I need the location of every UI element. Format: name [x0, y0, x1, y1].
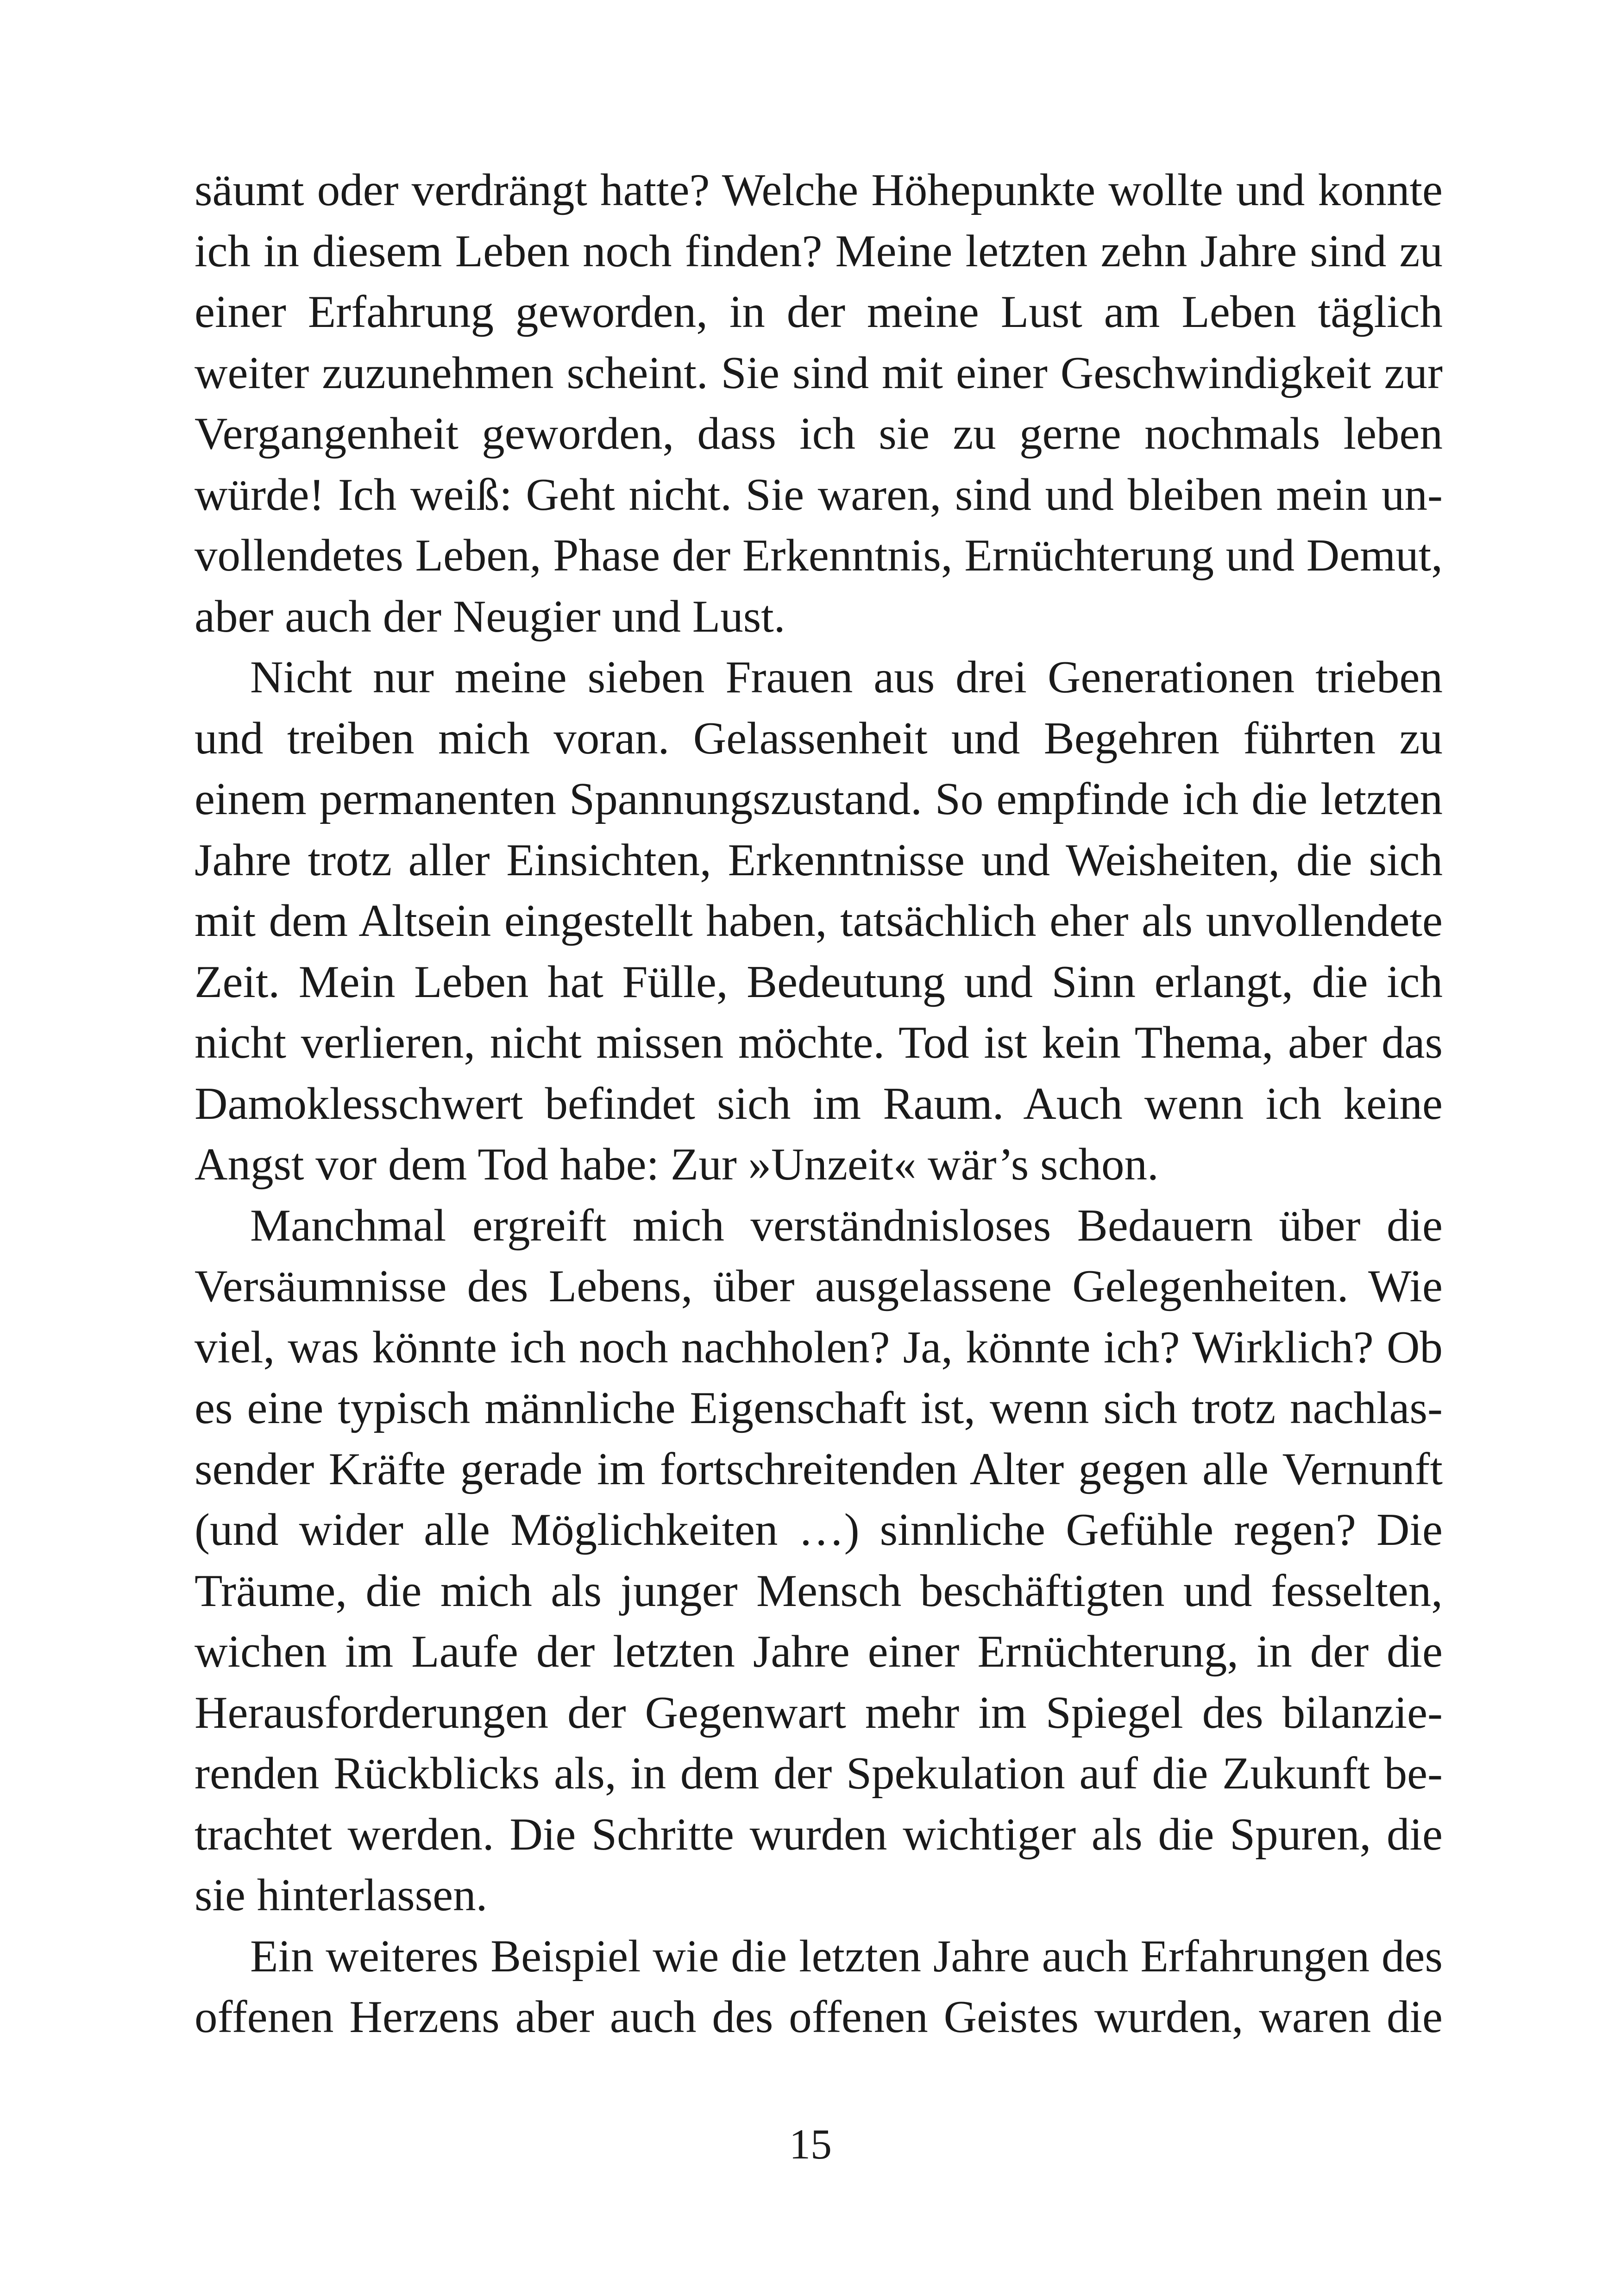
- text-line: säumt oder verdrängt hatte? Welche Höhepunkte wollte und konnte: [195, 165, 1443, 215]
- body-text: [195, 160, 1443, 2048]
- text-line: weiter zuzunehmen scheint. Sie sind mit einer Geschwindigkeit zur: [195, 347, 1443, 398]
- text-line: mit dem Altsein eingestellt haben, tatsächlich eher als unvollendete: [195, 896, 1443, 946]
- text-line: wichen im Laufe der letzten Jahre einer Ernüchterung, in der die: [195, 1626, 1443, 1677]
- text-line: sie hinterlassen.: [195, 1870, 488, 1920]
- paragraph-first-line: Manchmal ergreift mich verständnisloses Bedauern über die: [250, 1200, 1443, 1251]
- page-number: 15: [789, 2120, 832, 2168]
- text-line: würde! Ich weiß: Geht nicht. Sie waren, sind und bleiben mein un-: [195, 469, 1443, 520]
- text-line: viel, was könnte ich noch nachholen? Ja, könnte ich? Wirklich? Ob: [195, 1322, 1443, 1373]
- text-line: einem permanenten Spannungszustand. So empfinde ich die letzten: [195, 774, 1443, 824]
- text-line: nicht verlieren, nicht missen möchte. Tod ist kein Thema, aber das: [195, 1017, 1443, 1068]
- text-line: einer Erfahrung geworden, in der meine Lust am Leben täglich: [195, 287, 1443, 337]
- text-line: Träume, die mich als junger Mensch beschäftigten und fesselten,: [195, 1565, 1443, 1616]
- text-line: offenen Herzens aber auch des offenen Geistes wurden, waren die: [195, 1992, 1443, 2042]
- text-line: Herausforderungen der Gegenwart mehr im Spiegel des bilanzie-: [195, 1687, 1443, 1738]
- text-line: renden Rückblicks als, in dem der Spekulation auf die Zukunft be-: [195, 1748, 1443, 1799]
- text-line: (und wider alle Möglichkeiten …) sinnliche Gefühle regen? Die: [195, 1505, 1443, 1555]
- text-line: Damoklesschwert befindet sich im Raum. Auch wenn ich keine: [195, 1078, 1443, 1129]
- paragraph-first-line: Ein weiteres Beispiel wie die letzten Jahre auch Erfahrungen des: [250, 1931, 1443, 1982]
- text-line: trachtet werden. Die Schritte wurden wichtiger als die Spuren, die: [195, 1809, 1443, 1860]
- text-line: es eine typisch männliche Eigenschaft ist, wenn sich trotz nachlas-: [195, 1383, 1443, 1433]
- text-line: Zeit. Mein Leben hat Fülle, Bedeutung und Sinn erlangt, die ich: [195, 956, 1443, 1007]
- text-line: Vergangenheit geworden, dass ich sie zu gerne nochmals leben: [195, 408, 1443, 459]
- text-line: Angst vor dem Tod habe: Zur »Unzeit« wär’s schon.: [195, 1139, 1159, 1190]
- text-line: aber auch der Neugier und Lust.: [195, 591, 785, 642]
- text-line: sender Kräfte gerade im fortschreitenden Alter gegen alle Vernunft: [195, 1443, 1443, 1494]
- text-line: Jahre trotz aller Einsichten, Erkenntnisse und Weisheiten, die sich: [195, 834, 1443, 885]
- text-line: und treiben mich voran. Gelassenheit und Begehren führten zu: [195, 713, 1443, 764]
- text-line: vollendetes Leben, Phase der Erkenntnis, Ernüchterung und Demut,: [195, 530, 1443, 581]
- paragraph-first-line: Nicht nur meine sieben Frauen aus drei Generationen trieben: [250, 652, 1443, 703]
- text-line: Versäumnisse des Lebens, über ausgelassene Gelegenheiten. Wie: [195, 1261, 1443, 1311]
- text-line: ich in diesem Leben noch finden? Meine letzten zehn Jahre sind zu: [195, 226, 1443, 276]
